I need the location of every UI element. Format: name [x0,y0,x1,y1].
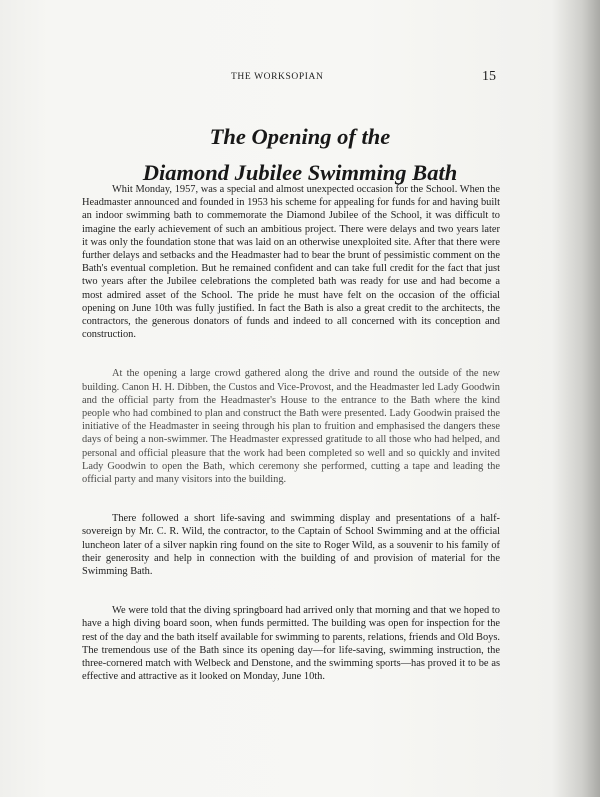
paragraph-opening-ceremony: At the opening a large crowd gathered along the drive and round the outside of the new building. Canon H. H. Dibben, the Custos and Vice-Provost, and the Headmaster led Lady Goodwin and the official party from the Headmaster's House to the entrance to the Bath where the kind people who had combined to plan and construct the Bath were presented. Lady Goodwin praised the initiative of the Headmaster in seeing through his plan to fruition and emphasised the dangers these days of being a non-swimmer. The Headmaster expressed gratitude to all those who had helped, and personal and official pleasure that the work had been completed so well and so quickly and invited Lady Goodwin to open the Bath, which ceremony she performed, cutting a tape and leading the official party and many visitors into the building. [82,368,500,486]
running-title: THE WORKSOPIAN [231,72,324,82]
paragraph-opening-whit-monday: Whit Monday, 1957, was a special and almost unexpected occasion for the School. When the Headmaster announced and founded in 1953 his scheme for appealing for funds for and having built an indoor swimming bath to commemorate the Diamond Jubilee of the School, it was difficult to imagine the early achievement of such an ambitious project. There were delays and two years later it was only the foundation stone that was laid on an otherwise unexploited site. After that there were further delays and setbacks and the Headmaster had to bear the brunt of pessimistic comment on the Bath's eventual completion. But he remained confident and can take full credit for the fact that just two years after the Jubilee celebrations the completed bath was ready for use and had become a most admired asset of the School. The pride he must have felt on the occasion of the official opening on June 10th was fully justified. In fact the Bath is also a great credit to the architects, the contractors, the generous donators of funds and indeed to all concerned with its conception and construction. [82,184,500,341]
article-body [82,183,500,684]
article-title-line-2: Diamond Jubilee Swimming Bath [142,160,458,186]
page-number: 15 [482,69,496,84]
paragraph-diving-board: We were told that the diving springboard had arrived only that morning and that we hoped to have a high diving board soon, when funds permitted. The building was open for inspection for the rest of the day and the bath itself available for swimming to parents, relations, friends and Old Boys. The tremendous use of the Bath since its opening day—for life-saving, swimming instruction, the three-cornered match with Welbeck and Denstone, and the swimming sports—has proved it to be as effective and attractive as it looked on Monday, June 10th. [82,605,500,683]
paragraph-display-presentations: There followed a short life-saving and swimming display and presentations of a half-sovereign by Mr. C. R. Wild, the contractor, to the Captain of School Swimming and at the official luncheon later of a silver napkin ring found on the site to Roger Wild, as a souvenir to his family of their generosity and help in connection with the building of and provision of material for the Swimming Bath. [82,513,500,578]
article-title-line-1: The Opening of the [209,124,391,150]
running-header [0,69,600,88]
article-title [60,119,540,191]
